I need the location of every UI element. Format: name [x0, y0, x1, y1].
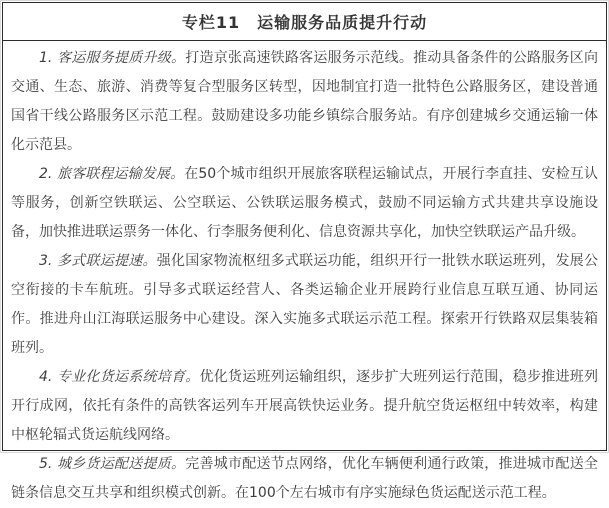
- paragraph-3-lead: 3. 多式联运提速。: [39, 253, 157, 269]
- paragraph-2-lead: 2. 旅客联程运输发展。: [39, 166, 185, 182]
- paragraph-1: [11, 44, 598, 160]
- paragraph-4-text: 优化货运班列运输组织，逐步扩大班列运行范围，稳步推进班列开行成网，依托有条件的高铁客运列车开展高铁快运业务。提升航空货运枢纽中转效率，构建中枢轮辐式货运航线网络。: [11, 369, 598, 443]
- paragraph-3: [11, 247, 598, 363]
- column-title-bar: [3, 3, 606, 41]
- paragraph-1-lead: 1. 客运服务提质升级。: [39, 50, 186, 66]
- paragraph-2-text: 在50个城市组织开展旅客联程运输试点，开展行李直挂、安检互认等服务，创新空铁联运、公空联运、公铁联运服务模式，鼓励不同运输方式共建共享设施设备，加快推进联运票务一体化、行李服务便利化、信息资源共享化，加快空铁联运产品升级。: [11, 166, 598, 240]
- paragraph-5-text: 完善城市配送节点网络，优化车辆便利通行政策，推进城市配送全链条信息交互共享和组织模式创新。在100个左右城市有序实施绿色货运配送示范工程。: [11, 456, 599, 501]
- paragraph-3-text: 强化国家物流枢纽多式联运功能，组织开行一批铁水联运班列，发展公空衔接的卡车航班。引导多式联运经营人、各类运输企业开展跨行业信息互联互通、协同运作。推进舟山江海联运服务中心建设。深入实施多式联运示范工程。探索开行铁路双层集装箱班列。: [11, 253, 599, 356]
- column-body: [3, 41, 606, 508]
- paragraph-5-lead: 5. 城乡货运配送提质。: [39, 456, 186, 472]
- paragraph-1-text: 打造京张高速铁路客运服务示范线。推动具备条件的公路服务区向交通、生态、旅游、消费等复合型服务区转型，因地制宜打造一批特色公路服务区，建设普通国省干线公路服务区示范工程。鼓励建设多功能乡镇综合服务站。有序创建城乡交通运输一体化示范县。: [11, 50, 599, 153]
- paragraph-4-lead: 4. 专业化货运系统培育。: [39, 369, 200, 385]
- column-title: 专栏11 运输服务品质提升行动: [181, 13, 428, 32]
- paragraph-4: [11, 363, 598, 450]
- paragraph-2: [11, 160, 598, 247]
- paragraph-5: [11, 450, 598, 508]
- policy-column-box: [2, 2, 607, 501]
